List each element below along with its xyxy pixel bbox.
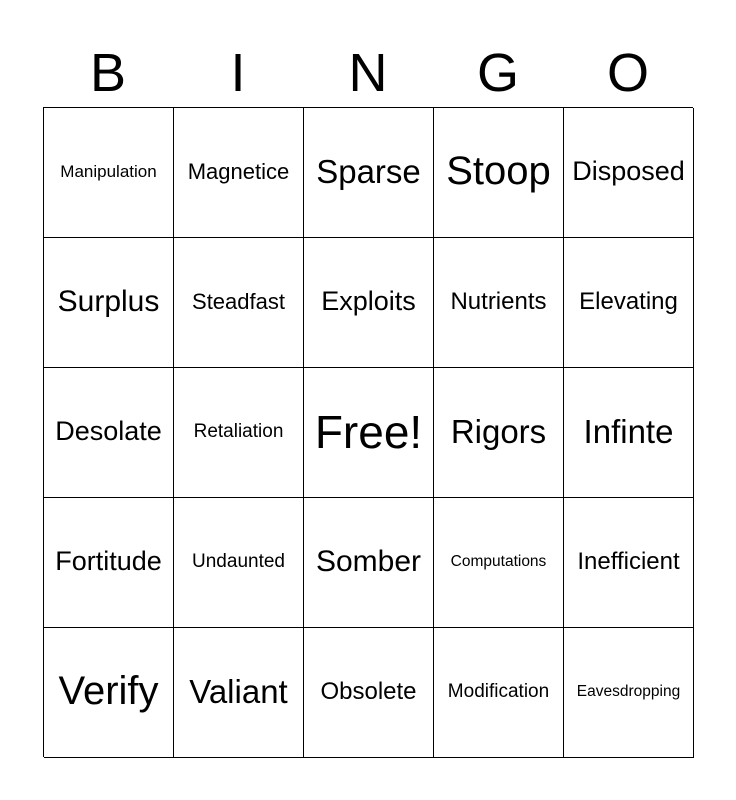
bingo-cell-r2-c3[interactable]: Exploits xyxy=(304,238,434,368)
bingo-cell-r5-c3[interactable]: Obsolete xyxy=(304,628,434,758)
bingo-cell-r2-c1[interactable]: Surplus xyxy=(44,238,174,368)
bingo-cell-r2-c5[interactable]: Elevating xyxy=(564,238,694,368)
header-letter-o: O xyxy=(606,43,649,103)
bingo-header xyxy=(43,40,693,106)
bingo-cell-free[interactable]: Free! xyxy=(304,368,434,498)
bingo-cell-r5-c4[interactable]: Modification xyxy=(434,628,564,758)
header-letter-g: G xyxy=(476,43,519,103)
bingo-cell-r1-c2[interactable]: Magnetice xyxy=(174,108,304,238)
bingo-cell-r5-c2[interactable]: Valiant xyxy=(174,628,304,758)
bingo-cell-r3-c2[interactable]: Retaliation xyxy=(174,368,304,498)
bingo-cell-r5-c5[interactable]: Eavesdropping xyxy=(564,628,694,758)
bingo-cell-r4-c5[interactable]: Inefficient xyxy=(564,498,694,628)
bingo-cell-r1-c1[interactable]: Manipulation xyxy=(44,108,174,238)
header-letter-i: I xyxy=(230,43,246,103)
bingo-cell-r4-c3[interactable]: Somber xyxy=(304,498,434,628)
bingo-cell-r2-c2[interactable]: Steadfast xyxy=(174,238,304,368)
bingo-cell-r1-c4[interactable]: Stoop xyxy=(434,108,564,238)
bingo-cell-r5-c1[interactable]: Verify xyxy=(44,628,174,758)
header-letter-b: B xyxy=(89,43,127,103)
bingo-cell-r4-c1[interactable]: Fortitude xyxy=(44,498,174,628)
header-letter-n: N xyxy=(348,43,388,103)
bingo-cell-r2-c4[interactable]: Nutrients xyxy=(434,238,564,368)
bingo-cell-r3-c5[interactable]: Infinte xyxy=(564,368,694,498)
bingo-cell-r1-c5[interactable]: Disposed xyxy=(564,108,694,238)
bingo-cell-r3-c1[interactable]: Desolate xyxy=(44,368,174,498)
bingo-cell-r4-c2[interactable]: Undaunted xyxy=(174,498,304,628)
bingo-cell-r1-c3[interactable]: Sparse xyxy=(304,108,434,238)
bingo-cell-r3-c4[interactable]: Rigors xyxy=(434,368,564,498)
bingo-board xyxy=(43,107,693,757)
bingo-cell-r4-c4[interactable]: Computations xyxy=(434,498,564,628)
